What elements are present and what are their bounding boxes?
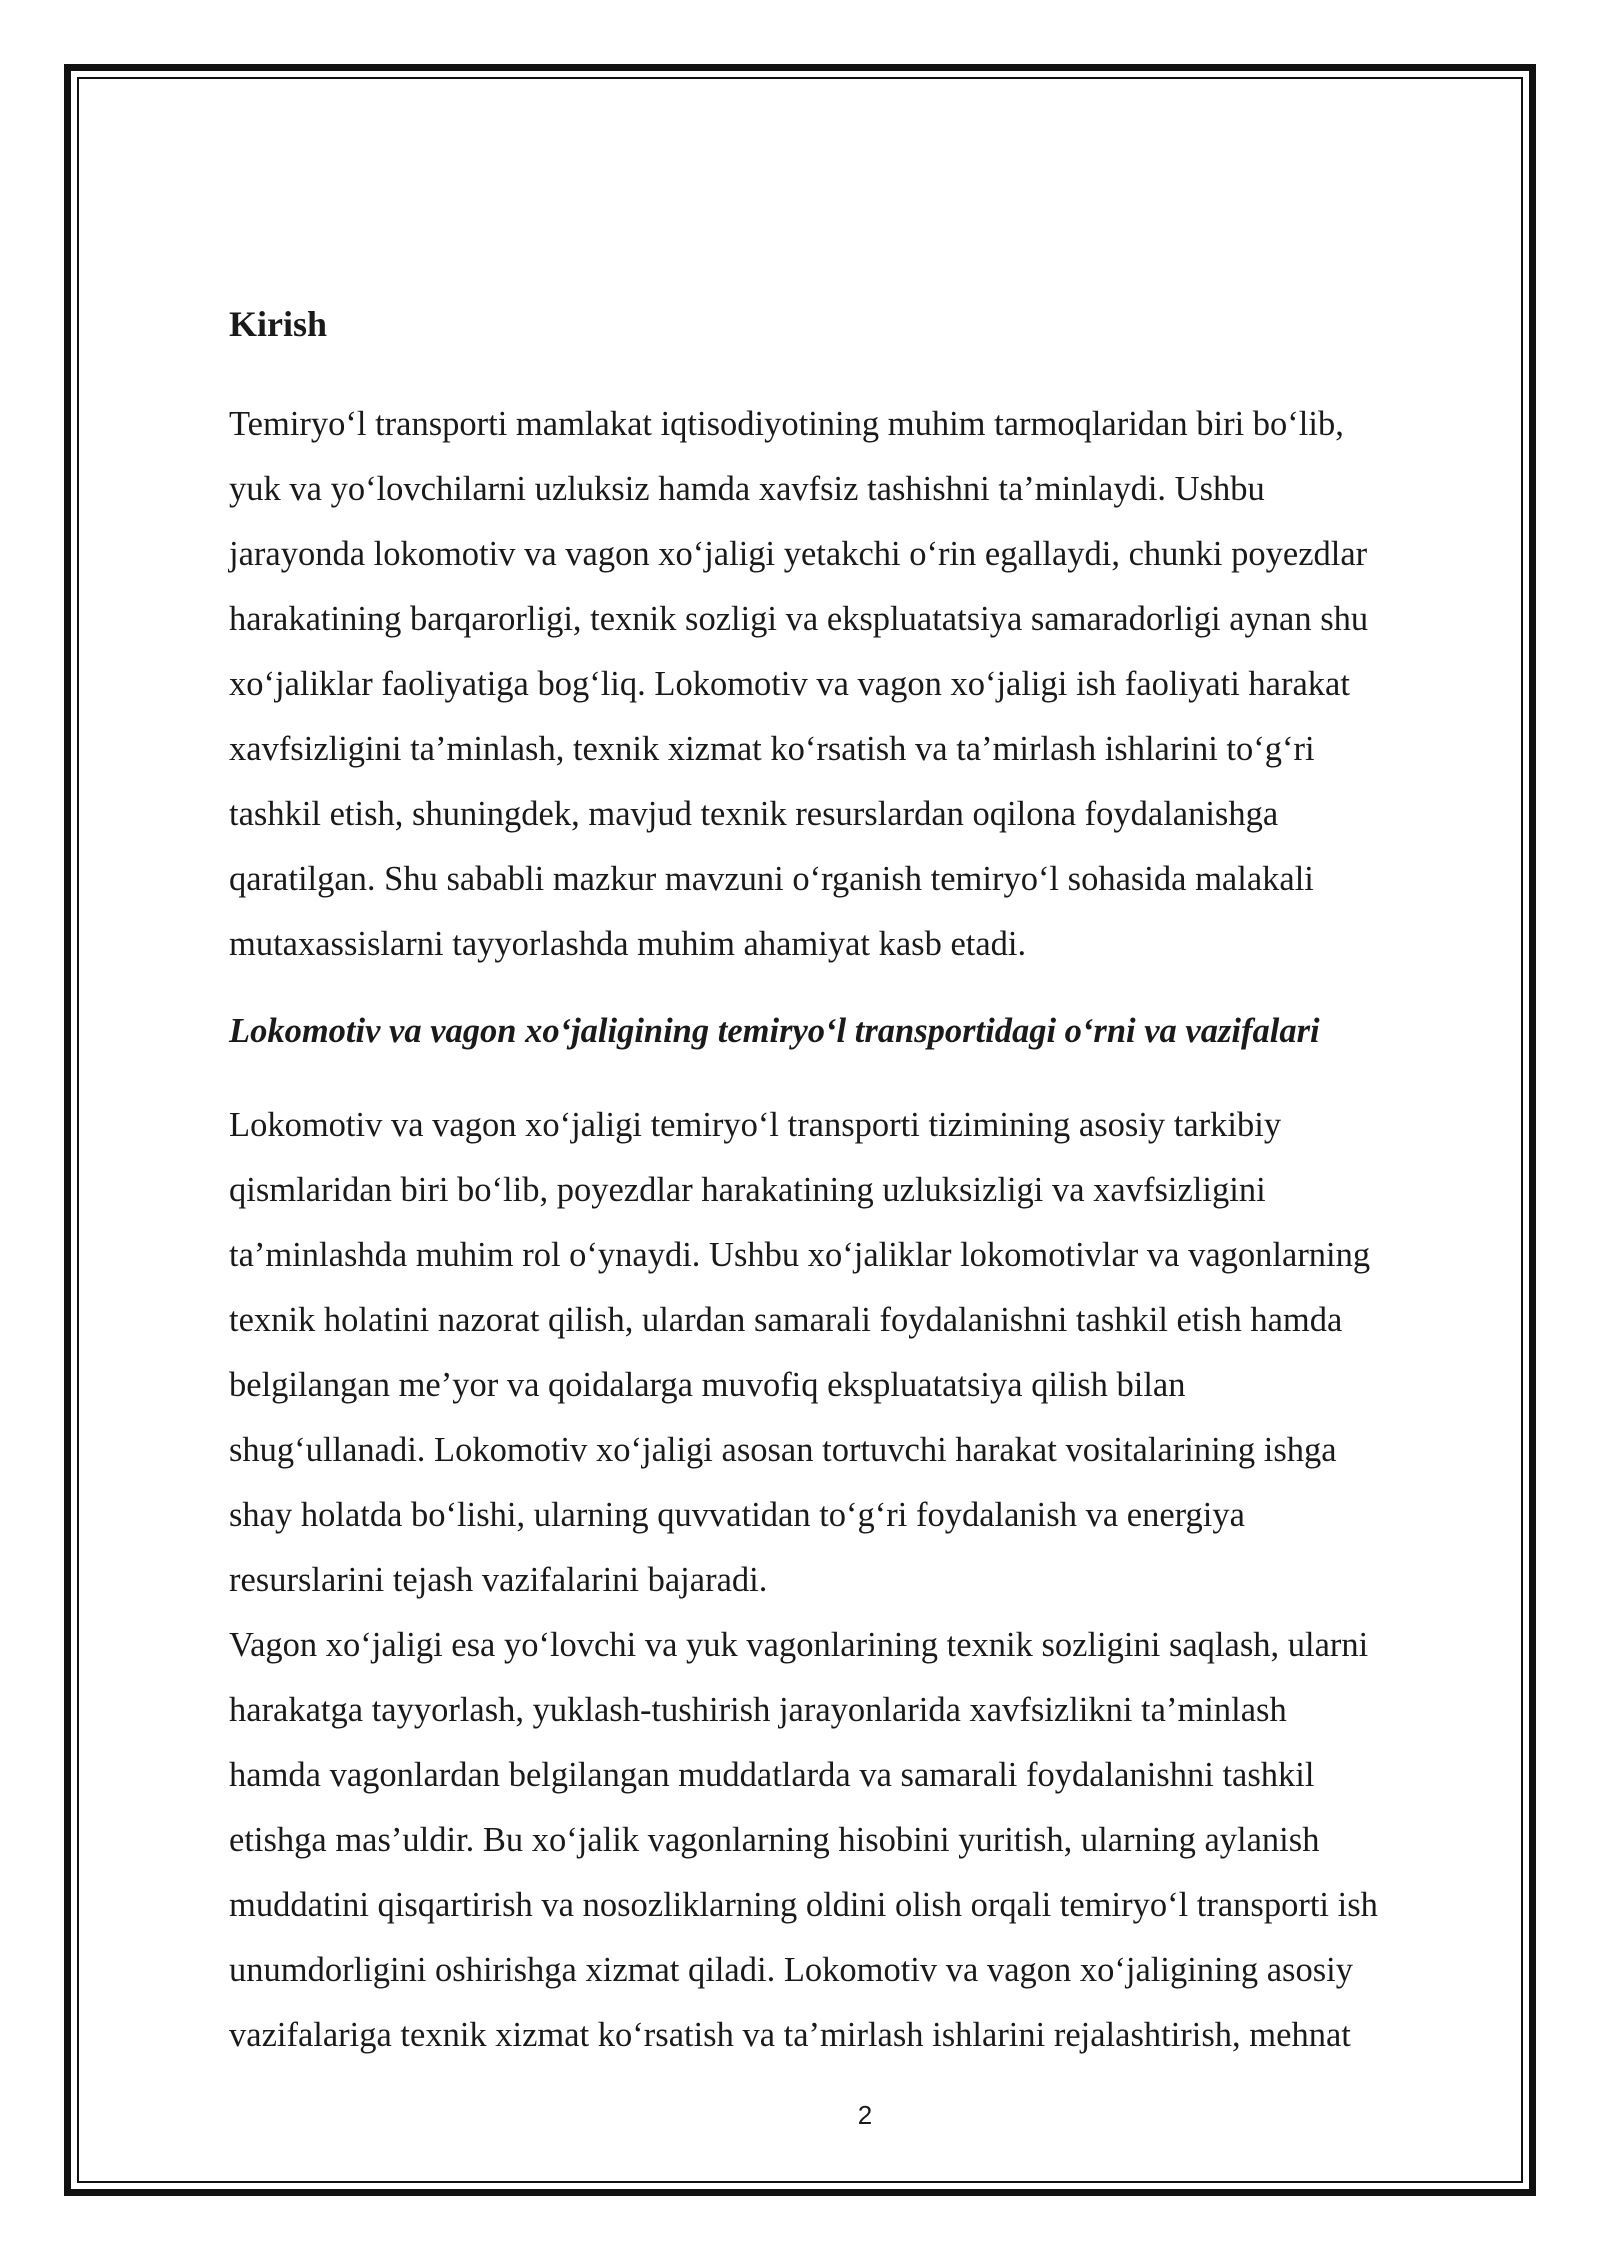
paragraph-intro: [229, 392, 1519, 977]
text-line: shay holatda bo‘lishi, ularning quvvatidan to‘g‘ri foydalanish va energiya: [229, 1496, 1245, 1534]
document-body: [229, 296, 1519, 2068]
page-number: 2: [857, 2100, 873, 2130]
text-line: xo‘jaliklar faoliyatiga bog‘liq. Lokomotiv va vagon xo‘jaligi ish faoliyati harakat: [229, 665, 1350, 703]
paragraph-role: [229, 1093, 1519, 1613]
text-line: tashkil etish, shuningdek, mavjud texnik resurslardan oqilona foydalanishga: [229, 795, 1279, 833]
text-line: vazifalariga texnik xizmat ko‘rsatish va ta’mirlash ishlarini rejalashtirish, mehnat: [229, 2016, 1351, 2054]
text-line: Lokomotiv va vagon xo‘jaligi temiryo‘l transporti tizimining asosiy tarkibiy: [229, 1106, 1282, 1144]
text-line: hamda vagonlardan belgilangan muddatlarda va samarali foydalanishni tashkil: [229, 1756, 1315, 1794]
text-line: Temiryo‘l transporti mamlakat iqtisodiyotining muhim tarmoqlaridan biri bo‘lib,: [229, 405, 1344, 443]
text-line: muddatini qisqartirish va nosozliklarning oldini olish orqali temiryo‘l transporti ish: [229, 1886, 1378, 1924]
text-line: harakatga tayyorlash, yuklash-tushirish jarayonlarida xavfsizlikni ta’minlash: [229, 1691, 1287, 1729]
text-line: etishga mas’uldir. Bu xo‘jalik vagonlarning hisobini yuritish, ularning aylanish: [229, 1821, 1320, 1859]
text-line: belgilangan me’yor va qoidalarga muvofiq ekspluatatsiya qilish bilan: [229, 1366, 1186, 1404]
text-line: texnik holatini nazorat qilish, ulardan samarali foydalanishni tashkil etish hamda: [229, 1301, 1343, 1339]
text-line: mutaxassislarni tayyorlashda muhim ahamiyat kasb etadi.: [229, 925, 1027, 963]
text-line: qismlaridan biri bo‘lib, poyezdlar harakatining uzluksizligi va xavfsizligini: [229, 1171, 1266, 1209]
text-line: jarayonda lokomotiv va vagon xo‘jaligi yetakchi o‘rin egallaydi, chunki poyezdlar: [229, 535, 1368, 573]
text-line: yuk va yo‘lovchilarni uzluksiz hamda xavfsiz tashishni ta’minlaydi. Ushbu: [229, 470, 1265, 508]
text-line: qaratilgan. Shu sababli mazkur mavzuni o‘rganish temiryo‘l sohasida malakali: [229, 860, 1314, 898]
text-line: Vagon xo‘jaligi esa yo‘lovchi va yuk vagonlarining texnik sozligini saqlash, ularni: [229, 1626, 1369, 1664]
text-line: shug‘ullanadi. Lokomotiv xo‘jaligi asosan tortuvchi harakat vositalarining ishga: [229, 1431, 1337, 1469]
section-subheading: Lokomotiv va vagon xo‘jaligining temiryo‘l transportidagi o‘rni va vazifalari: [229, 1012, 1320, 1050]
text-line: ta’minlashda muhim rol o‘ynaydi. Ushbu xo‘jaliklar lokomotivlar va vagonlarning: [229, 1236, 1371, 1274]
text-line: unumdorligini oshirishga xizmat qiladi. Lokomotiv va vagon xo‘jaligining asosiy: [229, 1951, 1353, 1989]
text-line: resurslarini tejash vazifalarini bajaradi.: [229, 1561, 768, 1599]
text-line: xavfsizligini ta’minlash, texnik xizmat ko‘rsatish va ta’mirlash ishlarini to‘g‘ri: [229, 730, 1315, 768]
section-heading: Kirish: [229, 304, 328, 344]
paragraph-wagon: [229, 1613, 1519, 2068]
text-line: harakatining barqarorligi, texnik sozligi va ekspluatatsiya samaradorligi aynan shu: [229, 600, 1369, 638]
